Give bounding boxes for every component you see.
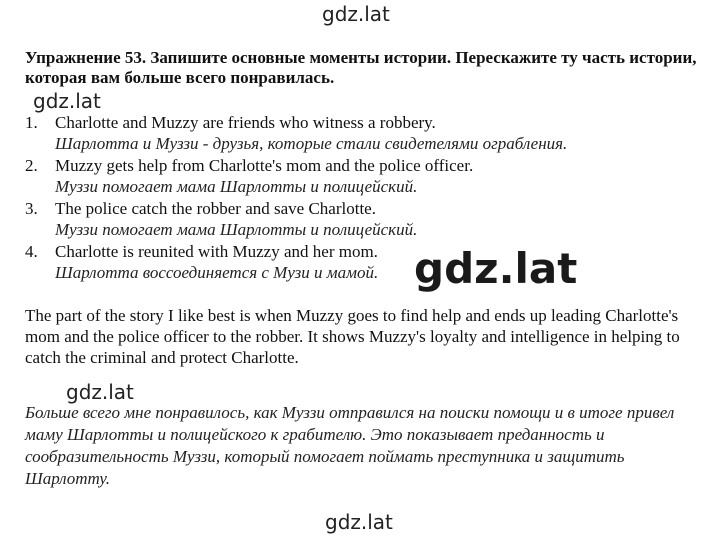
item-russian-translation: Шарлотта и Муззи - друзья, которые стали свидетелями ограбления. — [55, 134, 568, 153]
favorite-part-russian: Больше всего мне понравилось, как Муззи отправился на поиски помощи и в итоге привел маму Шарлотты и полицейского к грабителю. Это показывает преданность и сообразительность Муззи, который помогает поймать преступника и защитить Шарлотту. — [25, 403, 675, 488]
watermark-large: gdz.lat — [414, 244, 578, 293]
favorite-part-english: The part of the story I like best is when Muzzy goes to find help and ends up leading Charlotte's mom and the police officer to the robber. It shows Muzzy's loyalty and intelligence in helping to catch the criminal and protect Charlotte. — [25, 306, 680, 367]
story-points-list — [25, 112, 705, 284]
list-item — [25, 241, 705, 283]
item-number: 1. — [25, 113, 38, 132]
list-item — [25, 112, 705, 154]
watermark-left-upper: gdz.lat — [33, 89, 101, 113]
item-number: 2. — [25, 156, 38, 175]
item-russian-translation: Муззи помогает мама Шарлотты и полицейский. — [55, 220, 418, 239]
exercise-heading: Упражнение 53. Запишите основные моменты истории. Перескажите ту часть истории, которая вам больше всего понравилась. — [25, 48, 697, 87]
item-english-text: Muzzy gets help from Charlotte's mom and the police officer. — [55, 156, 474, 175]
watermark-bottom: gdz.lat — [325, 510, 393, 534]
item-english-text: The police catch the robber and save Charlotte. — [55, 199, 376, 218]
item-english-text: Charlotte and Muzzy are friends who witness a robbery. — [55, 113, 436, 132]
item-number: 3. — [25, 199, 38, 218]
item-russian-translation: Шарлотта воссоединяется с Музи и мамой. — [55, 263, 379, 282]
item-russian-translation: Муззи помогает мама Шарлотты и полицейский. — [55, 177, 418, 196]
list-item — [25, 198, 705, 240]
watermark-left-lower: gdz.lat — [66, 380, 134, 404]
item-number: 4. — [25, 242, 38, 261]
item-english-text: Charlotte is reunited with Muzzy and her mom. — [55, 242, 378, 261]
watermark-top: gdz.lat — [322, 2, 390, 26]
list-item — [25, 155, 705, 197]
